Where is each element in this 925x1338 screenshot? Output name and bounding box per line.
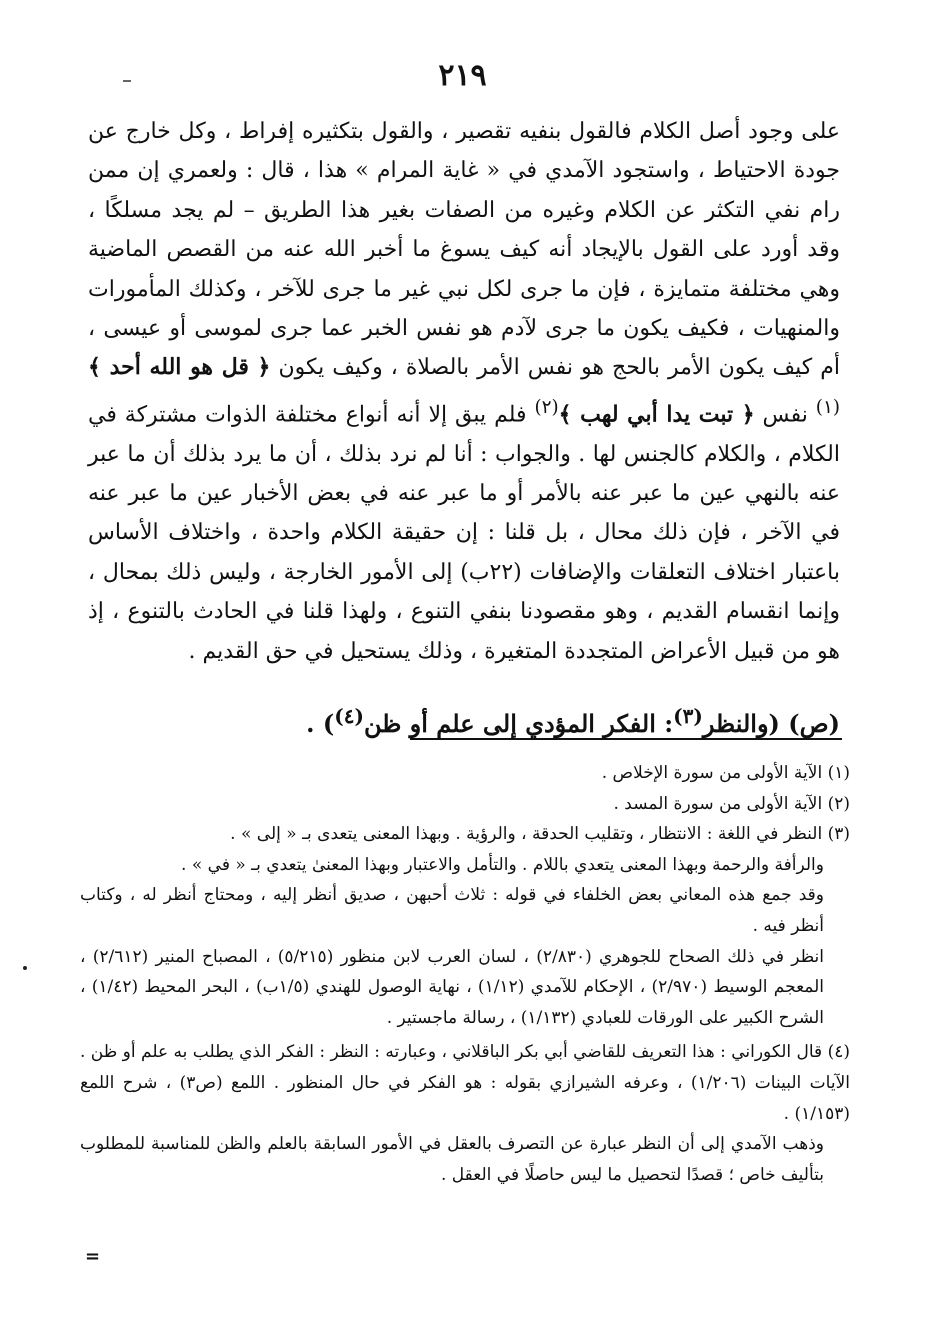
- continuation-mark: =: [85, 1246, 101, 1267]
- footnote-3-sources: انظر في ذلك الصحاح للجوهري (٢/٨٣٠) ، لسان العرب لابن منظور (٥/٢١٥) ، المصباح المنير (٢/٦١٢) ، المعجم الوسيط (٢/٩٧٠) ، الإحكام للآمدي (١/١٢) ، نهاية الوصول للهندي (١/٥ب) ، البحر المحيط (١/٤٢) ، الشرح الكبير على الورقات للعبادي (١/١٣٢) ، رسالة ماجستير .: [80, 946, 825, 1028]
- footnote-separator: [410, 738, 842, 740]
- heading-prefix: (ص) (والنظر: [702, 709, 840, 738]
- main-text-part-3: فلم يبق إلا أنه أنواع مختلفة الذوات مشتركة في الكلام ، والكلام كالجنس لها . والجواب : أنا لم نرد بذلك ، أن ما يرد بذلك أن ما عبر عنه بالنهي عين ما عبر عنه بالأمر أو ما عبر عنه في بعض الأخبار عين ما عبر عنه في الآخر ، فإن ذلك محال ، بل قلنا : إن حقيقة الكلام واحدة ، واختلاف الأساس باعتبار اختلاف التعلقات والإضافات (٢٢ب) إلى الأمور الخارجة ، وليس ذلك بمحال ، وإنما انقسام القديم ، وهو مقصودنا بنفي التنوع ، ولهذا قلنا في الحادث بالتنوع ، إذ هو من قبيل الأعراض المتجددة المتغيرة ، وذلك يستحيل في حق القديم .: [88, 402, 840, 664]
- footnote-4: (٤) قال الكوراني : هذا التعريف للقاضي أبي بكر الباقلاني ، وعبارته : النظر : الفكر الذي يطلب به علم أو ظن . الآيات البينات (١/٢٠٦) ، وعرفه الشيرازي بقوله : هو الفكر في حال المنظور . اللمع (ص٣) ، شرح اللمع (١/١٥٣) .: [80, 1042, 850, 1124]
- page-number: ٢١٩: [438, 58, 487, 93]
- main-text-body: [88, 112, 840, 671]
- heading-suffix: ) .: [306, 709, 335, 738]
- main-text-part-2: نفس: [762, 402, 808, 428]
- footnote-ref-1: (١): [815, 396, 840, 418]
- main-text-part-1: على وجود أصل الكلام فالقول بنفيه تقصير ، والقول بتكثيره إفراط ، وكل خارج عن جودة الاحتياط ، واستجود الآمدي في « غاية المرام » هذا ، قال : ولعمري إن ممن رام نفي التكثر عن الكلام وغيره من الصفات بغير هذا الطريق – لم يجد مسلكًا ، وقد أورد على القول بالإيجاد أنه كيف يسوغ ما أخبر الله عنه من القصص الماضية وهي مختلفة متمايزة ، فإن ما جرى لكل نبي غير ما جرى للآخر ، وكذلك المأمورات والمنهيات ، فكيف يكون ما جرى لآدم هو نفس الخبر عما جرى لموسى أو عيسى ، أم كيف يكون الأمر بالحج هو نفس الأمر بالصلاة ، وكيف يكون: [88, 119, 840, 381]
- footnote-ref-2: (٢): [534, 396, 559, 418]
- scan-speck: [23, 966, 27, 970]
- quran-quote-masad: ﴿ تبت يدا أبي لهب ﴾: [558, 401, 755, 428]
- main-paragraph: [88, 112, 840, 671]
- footnote-3-continuation: والرأفة والرحمة وبهذا المعنى يتعدي باللام . والتأمل والاعتبار وبهذا المعنىٰ يتعدي بـ « في » .: [181, 854, 824, 875]
- footnote-2: (٢) الآية الأولى من سورة المسد .: [613, 793, 850, 814]
- quran-quote-ikhlas: ﴿ قل هو الله أحد ﴾: [88, 354, 271, 381]
- heading-definition: : الفكر المؤدي إلى علم أو ظن: [363, 709, 674, 738]
- footnote-ref-4: (٤): [334, 704, 364, 728]
- footnotes-section: [80, 758, 850, 1190]
- footnote-1: (١) الآية الأولى من سورة الإخلاص .: [601, 763, 850, 783]
- footnote-3: (٣) النظر في اللغة : الانتظار ، وتقليب الحدقة ، والرؤية . وبهذا المعنى يتعدى بـ « إلى » .: [230, 824, 850, 845]
- footnote-3-poem: وقد جمع هذه المعاني بعض الخلفاء في قوله : ثلاث أحبهن ، صديق أنظر إليه ، ومحتاج أنظر له ، وكتاب أنظر فيه .: [80, 885, 824, 936]
- footnote-ref-3: (٣): [673, 704, 703, 728]
- footnote-4-continuation: وذهب الآمدي إلى أن النظر عبارة عن التصرف بالعقل في الأمور السابقة بالعلم والظن للمناسبة للمطلوب بتأليف خاص ؛ قصدًا لتحصيل ما ليس حاصلًا في العقل .: [80, 1134, 824, 1185]
